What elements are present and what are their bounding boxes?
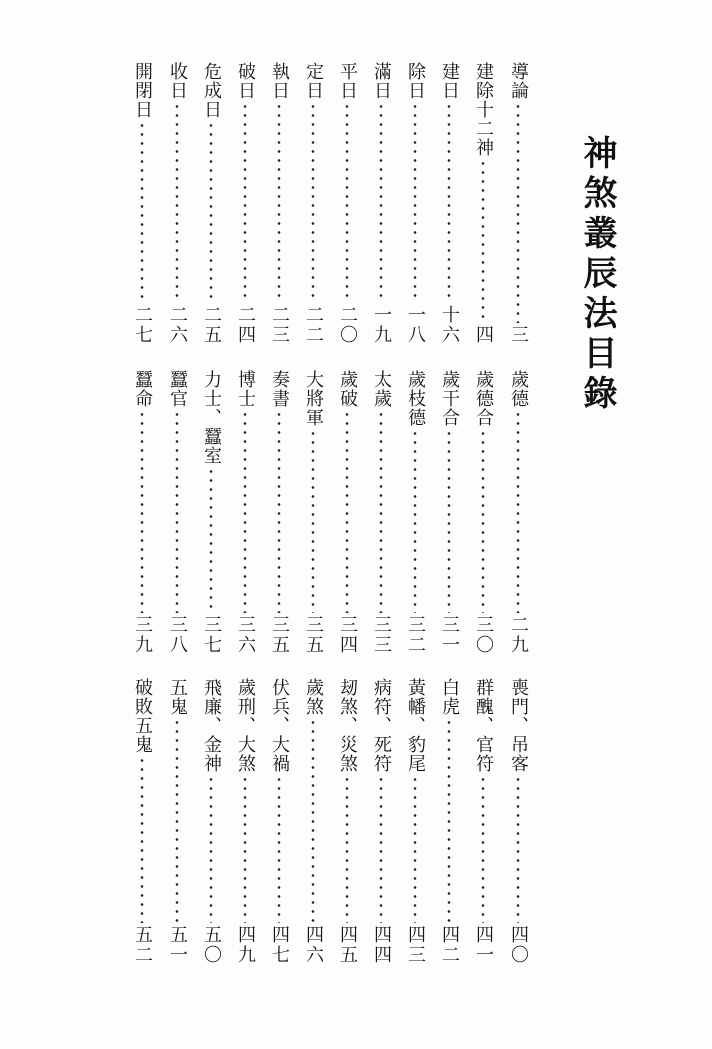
- toc-entry-page: 四二: [439, 925, 460, 965]
- dot-leader: [240, 102, 250, 303]
- toc-entry-label: 蠶官: [167, 370, 188, 408]
- toc-entry[interactable]: [232, 678, 258, 965]
- dot-leader: [410, 102, 420, 303]
- toc-entry-label: 歲煞: [303, 678, 324, 716]
- toc-entry[interactable]: [300, 678, 326, 965]
- dot-leader: [410, 429, 420, 613]
- toc-entry[interactable]: [436, 370, 462, 655]
- toc-entry-label: 定日: [303, 62, 324, 100]
- toc-entry-page: 三六: [235, 615, 256, 655]
- dot-leader: [206, 121, 216, 303]
- toc-entry-label: 平日: [337, 62, 358, 100]
- page-title: 神煞叢辰法目錄: [577, 135, 617, 415]
- toc-entry-page: 三九: [132, 615, 153, 655]
- toc-entry-label: 破敗五鬼: [132, 678, 153, 754]
- toc-entry-label: 破日: [235, 62, 256, 100]
- toc-entry-label: 力士、蠶室: [201, 370, 222, 465]
- dot-leader: [274, 102, 284, 303]
- toc-entry[interactable]: [164, 62, 190, 345]
- toc-entry-page: 四七: [269, 925, 290, 965]
- dot-leader: [376, 775, 386, 923]
- toc-entry-label: 喪門、吊客: [508, 678, 529, 773]
- dot-leader: [342, 102, 352, 303]
- dot-leader: [240, 775, 250, 923]
- toc-entry-label: 建日: [439, 62, 460, 100]
- dot-leader: [308, 102, 318, 303]
- toc-entry-label: 歲枝德: [405, 370, 426, 427]
- toc-entry[interactable]: [505, 62, 531, 345]
- toc-entry-page: 三七: [201, 615, 222, 655]
- dot-leader: [376, 410, 386, 613]
- toc-entry-label: 歲德合: [473, 370, 494, 427]
- toc-entry-label: 歲干合: [439, 370, 460, 427]
- dot-leader: [137, 756, 147, 923]
- toc-entry-page: 一九: [371, 305, 392, 345]
- toc-entry-page: 三五: [303, 615, 324, 655]
- dot-leader: [240, 410, 250, 613]
- toc-entry-page: 四三: [405, 925, 426, 965]
- dot-leader: [513, 102, 523, 323]
- toc-entry-label: 病符、死符: [371, 678, 392, 773]
- dot-leader: [376, 102, 386, 303]
- toc-entry[interactable]: [129, 370, 155, 655]
- toc-entry-label: 黃幡、豹尾: [405, 678, 426, 773]
- toc-entry[interactable]: [266, 62, 292, 345]
- toc-entry-page: 三〇: [473, 615, 494, 655]
- dot-leader: [137, 410, 147, 613]
- toc-entry[interactable]: [198, 370, 224, 655]
- toc-entry-page: 二九: [508, 615, 529, 655]
- toc-entry[interactable]: [368, 678, 394, 965]
- toc-entry[interactable]: [436, 62, 462, 345]
- toc-entry[interactable]: [470, 678, 496, 965]
- toc-entry[interactable]: [334, 678, 360, 965]
- dot-leader: [478, 775, 488, 923]
- toc-entry[interactable]: [300, 62, 326, 345]
- toc-entry-page: 四〇: [508, 925, 529, 965]
- toc-entry[interactable]: [334, 370, 360, 655]
- dot-leader: [342, 410, 352, 613]
- toc-entry[interactable]: [402, 62, 428, 345]
- toc-entry[interactable]: [402, 370, 428, 655]
- toc-entry[interactable]: [368, 62, 394, 345]
- dot-leader: [274, 775, 284, 923]
- toc-entry-page: 二三: [269, 305, 290, 345]
- toc-entry[interactable]: [470, 370, 496, 655]
- toc-entry-page: 二七: [132, 305, 153, 345]
- dot-leader: [478, 429, 488, 613]
- toc-entry-page: 三五: [269, 615, 290, 655]
- toc-entry[interactable]: [164, 370, 190, 655]
- toc-entry[interactable]: [129, 678, 155, 965]
- toc-entry-page: 五一: [167, 925, 188, 965]
- toc-entry-page: 四: [473, 325, 494, 345]
- toc-entry-page: 五二: [132, 925, 153, 965]
- toc-entry-page: 四四: [371, 925, 392, 965]
- toc-entry-label: 刼煞、災煞: [337, 678, 358, 773]
- toc-entry-label: 建除十二神: [473, 62, 494, 157]
- toc-entry-label: 五鬼: [167, 678, 188, 716]
- dot-leader: [478, 159, 488, 323]
- toc-entry[interactable]: [505, 678, 531, 965]
- toc-entry-page: 二五: [201, 305, 222, 345]
- toc-entry-label: 導論: [508, 62, 529, 100]
- toc-entry-label: 伏兵、大禍: [269, 678, 290, 773]
- toc-entry[interactable]: [470, 62, 496, 345]
- toc-entry[interactable]: [198, 678, 224, 965]
- toc-entry[interactable]: [129, 62, 155, 345]
- dot-leader: [206, 775, 216, 923]
- toc-entry[interactable]: [232, 370, 258, 655]
- toc-entry-page: 三四: [337, 615, 358, 655]
- dot-leader: [513, 410, 523, 613]
- toc-entry[interactable]: [232, 62, 258, 345]
- toc-entry-label: 收日: [167, 62, 188, 100]
- dot-leader: [274, 410, 284, 613]
- toc-entry-page: 十六: [439, 305, 460, 345]
- toc-entry-page: 二〇: [337, 305, 358, 345]
- toc-entry[interactable]: [198, 62, 224, 345]
- dot-leader: [172, 410, 182, 613]
- dot-leader: [444, 102, 454, 303]
- toc-entry-label: 歲刑、大煞: [235, 678, 256, 773]
- toc-entry-page: 三三: [371, 615, 392, 655]
- toc-entry-label: 歲破: [337, 370, 358, 408]
- toc-entry[interactable]: [266, 370, 292, 655]
- toc-entry-page: 三: [508, 325, 529, 345]
- toc-entry-label: 飛廉、金神: [201, 678, 222, 773]
- toc-entry-page: 二六: [167, 305, 188, 345]
- toc-entry-page: 四五: [337, 925, 358, 965]
- toc-entry-label: 蠶命: [132, 370, 153, 408]
- toc-entry[interactable]: [436, 678, 462, 965]
- toc-entry-label: 歲德: [508, 370, 529, 408]
- dot-leader: [308, 429, 318, 613]
- toc-entry-page: 二四: [235, 305, 256, 345]
- toc-entry[interactable]: [368, 370, 394, 655]
- toc-entry-page: 一八: [405, 305, 426, 345]
- toc-entry-label: 太歲: [371, 370, 392, 408]
- toc-entry[interactable]: [402, 678, 428, 965]
- toc-entry-label: 大將軍: [303, 370, 324, 427]
- toc-entry-label: 群醜、官符: [473, 678, 494, 773]
- toc-entry-page: 四一: [473, 925, 494, 965]
- toc-entry-label: 博士: [235, 370, 256, 408]
- toc-entry-label: 滿日: [371, 62, 392, 100]
- toc-entry-page: 三二: [405, 615, 426, 655]
- toc-entry-label: 開閉日: [132, 62, 153, 119]
- toc-entry-label: 奏書: [269, 370, 290, 408]
- dot-leader: [410, 775, 420, 923]
- toc-entry-label: 危成日: [201, 62, 222, 119]
- toc-entry[interactable]: [300, 370, 326, 655]
- dot-leader: [308, 718, 318, 923]
- toc-entry-label: 白虎: [439, 678, 460, 716]
- dot-leader: [137, 121, 147, 303]
- toc-entry-page: 三八: [167, 615, 188, 655]
- toc-entry[interactable]: [334, 62, 360, 345]
- dot-leader: [444, 718, 454, 923]
- dot-leader: [172, 102, 182, 303]
- toc-entry-label: 執日: [269, 62, 290, 100]
- toc-entry-page: 三一: [439, 615, 460, 655]
- dot-leader: [513, 775, 523, 923]
- toc-entry[interactable]: [505, 370, 531, 655]
- toc-entry[interactable]: [266, 678, 292, 965]
- dot-leader: [444, 429, 454, 613]
- toc-entry[interactable]: [164, 678, 190, 965]
- toc-entry-page: 二二: [303, 305, 324, 345]
- toc-entry-label: 除日: [405, 62, 426, 100]
- dot-leader: [206, 467, 216, 613]
- dot-leader: [172, 718, 182, 923]
- dot-leader: [342, 775, 352, 923]
- toc-entry-page: 四六: [303, 925, 324, 965]
- toc-entry-page: 四九: [235, 925, 256, 965]
- toc-entry-page: 五〇: [201, 925, 222, 965]
